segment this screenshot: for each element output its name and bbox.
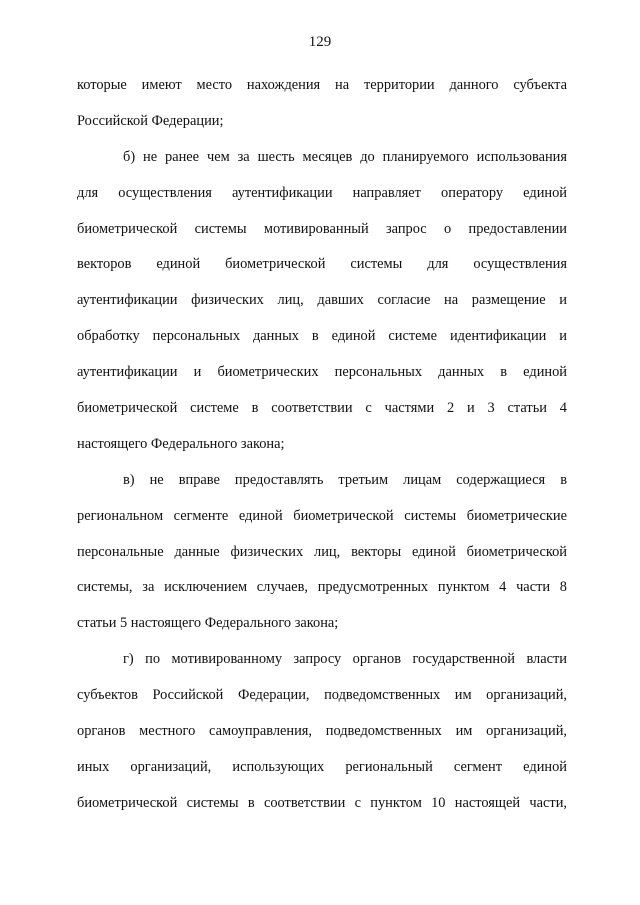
text-line: аутентификации и биометрических персональных данных в единой: [77, 364, 567, 381]
text-line: органов местного самоуправления, подведомственных им организаций,: [77, 723, 567, 740]
text-line: субъектов Российской Федерации, подведомственных им организаций,: [77, 687, 567, 704]
text-line: статьи 5 настоящего Федерального закона;: [77, 615, 339, 632]
text-line: аутентификации физических лиц, давших согласие на размещение и: [77, 292, 567, 309]
text-line: для осуществления аутентификации направляет оператору единой: [77, 184, 567, 201]
text-line: г) по мотивированному запросу органов государственной власти: [123, 651, 567, 668]
text-line: биометрической системе в соответствии с частями 2 и 3 статьи 4: [77, 400, 567, 417]
text-line: настоящего Федерального закона;: [77, 435, 285, 452]
text-line: иных организаций, использующих региональный сегмент единой: [77, 758, 567, 775]
text-line: биометрической системы мотивированный запрос о предоставлении: [77, 220, 567, 237]
text-line: региональном сегменте единой биометрической системы биометрические: [77, 507, 567, 524]
text-line: персональные данные физических лиц, векторы единой биометрической: [77, 543, 567, 560]
text-line: которые имеют место нахождения на территории данного субъекта: [77, 77, 567, 93]
text-line: б) не ранее чем за шесть месяцев до планируемого использования: [123, 148, 567, 165]
text-line: системы, за исключением случаев, предусмотренных пунктом 4 части 8: [77, 579, 567, 596]
text-line: векторов единой биометрической системы для осуществления: [77, 256, 567, 273]
text-line: Российской Федерации;: [77, 112, 224, 129]
text-line: биометрической системы в соответствии с пунктом 10 настоящей части,: [77, 794, 567, 811]
body-text: [77, 68, 567, 822]
text-line: обработку персональных данных в единой системе идентификации и: [77, 328, 567, 345]
text-line: в) не вправе предоставлять третьим лицам содержащиеся в: [123, 471, 567, 488]
page-number: 129: [308, 34, 332, 50]
